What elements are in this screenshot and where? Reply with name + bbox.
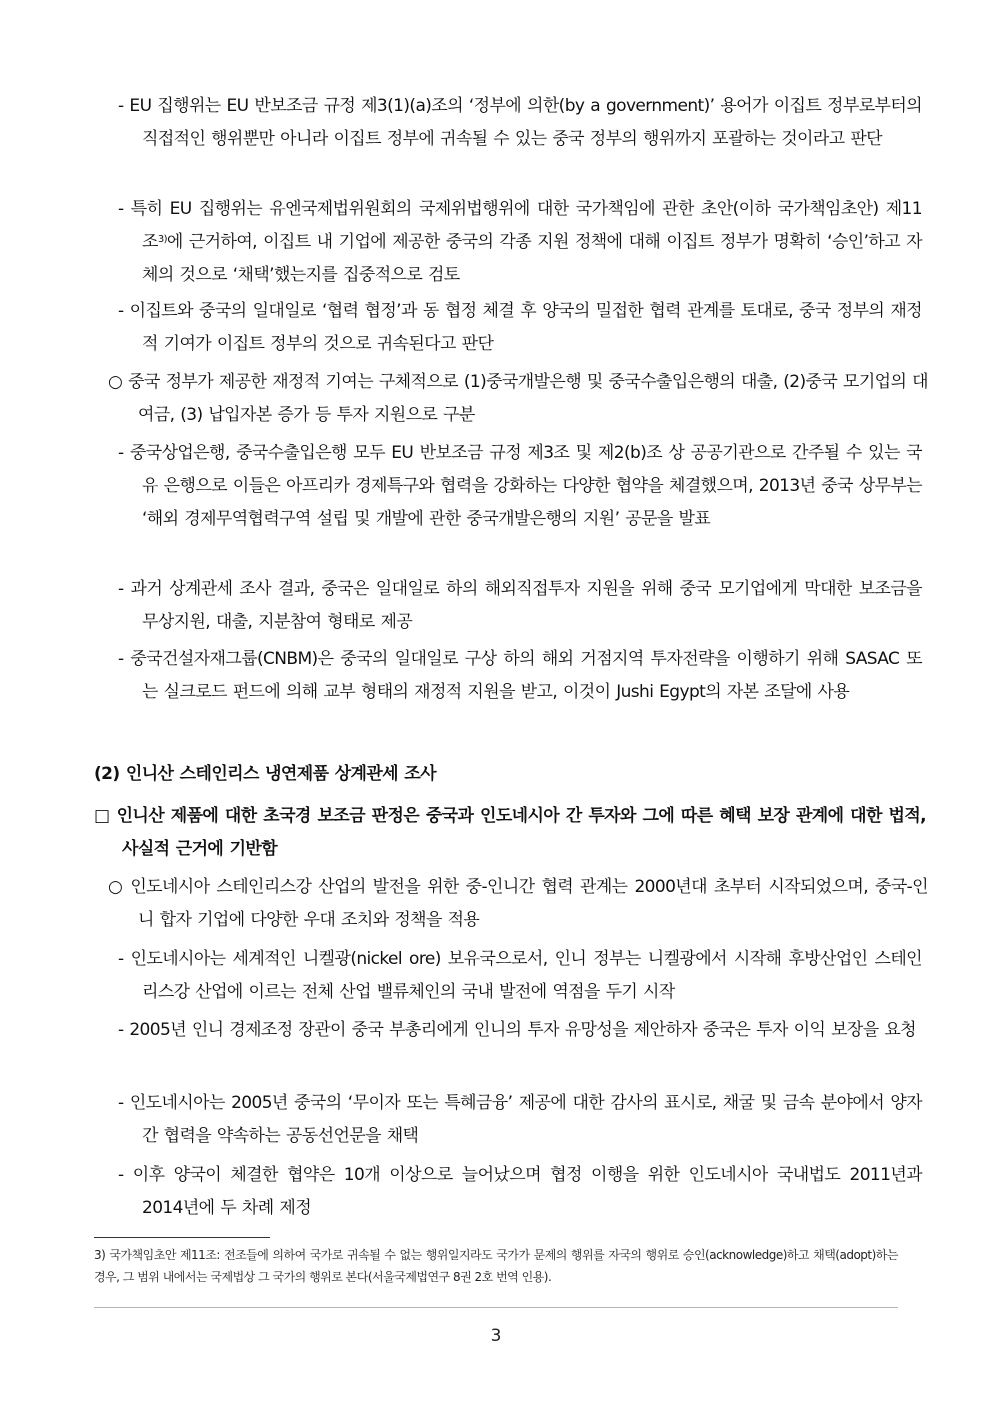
bullet-dash-9: - 인도네시아는 2005년 중국의 ‘무이자 또는 특혜금융’ 제공에 대한 감사의 표시로, 채굴 및 금속 분야에서 양자 간 협력을 약속하는 공동선언문을 채택 (118, 1093, 922, 1146)
bullet-dash-6: - 중국건설자재그룹(CNBM)은 중국의 일대일로 구상 하의 해외 거점지역 투자전략을 이행하기 위해 SASAC 또는 실크로드 펀드에 의해 교부 형태의 재정적 지원을 받고, 이것이 Jushi Egypt의 자본 조달에 사용 (118, 649, 922, 702)
bullet-dash-8: - 2005년 인니 경제조정 장관이 중국 부총리에게 인니의 투자 유망성을 제안하자 중국은 투자 이익 보장을 요청 (118, 1020, 916, 1040)
bullet-dash-4: - 중국상업은행, 중국수출입은행 모두 EU 반보조금 규정 제3조 및 제2(b)조 상 공공기관으로 간주될 수 있는 국유 은행으로 이들은 아프리카 경제특구와 협력을 강화하는 다양한 협약을 체결했으며, 2013년 중국 상무부는 ‘해외 경제무역협력구역 설립 및 개발에 관한 중국개발은행의 지원’ 공문을 발표 (118, 443, 922, 529)
section-heading: (2) 인니산 스테인리스 냉연제품 상계관세 조사 (94, 764, 436, 784)
page-bottom-divider (94, 1307, 898, 1308)
footnote-reference: 3) (157, 234, 167, 245)
bullet-dash-7: - 인도네시아는 세계적인 니켈광(nickel ore) 보유국으로서, 인니 정부는 니켈광에서 시작해 후방산업인 스테인리스강 산업에 이르는 전체 산업 밸류체인의 국내 발전에 역점을 두기 시작 (118, 949, 922, 1002)
footnote: 3) 국가책임초안 제11조: 전조들에 의하여 국가로 귀속될 수 없는 행위일지라도 국가가 문제의 행위를 자국의 행위로 승인(acknowledge)하고 채택(adopt)하는 경우, 그 범위 내에서는 국제법상 그 국가의 행위로 본다(서울국제법연구 8권 2호 번역 인용). (94, 1248, 898, 1284)
bullet-dash-2 (118, 193, 922, 292)
bullet-dash-2-text-b: 에 근거하여, 이집트 내 기업에 제공한 중국의 각종 지원 정책에 대해 이집트 정부가 명확히 ‘승인’하고 자체의 것으로 ‘채택’했는지를 집중적으로 검토 (142, 232, 922, 285)
bullet-dash-2-text-a: - 특히 EU 집행위는 유엔국제법위원회의 국제위법행위에 대한 국가책임에 관한 초안(이하 국가책임초안) 제11조 (118, 199, 922, 252)
page-number: 3 (490, 1326, 502, 1346)
bullet-dash-3: - 이집트와 중국의 일대일로 ‘협력 협정’과 동 협정 체결 후 양국의 밀접한 협력 관계를 토대로, 중국 정부의 재정적 기여가 이집트 정부의 것으로 귀속된다고 판단 (118, 301, 922, 354)
bullet-dash-1: - EU 집행위는 EU 반보조금 규정 제3(1)(a)조의 ‘정부에 의한(by a government)’ 용어가 이집트 정부로부터의 직접적인 행위뿐만 아니라 이집트 정부에 귀속될 수 있는 중국 정부의 행위까지 포괄하는 것이라고 판단 (118, 96, 922, 149)
bullet-circle-1: ○ 중국 정부가 제공한 재정적 기여는 구체적으로 (1)중국개발은행 및 중국수출입은행의 대출, (2)중국 모기업의 대여금, (3) 납입자본 증가 등 투자 지원으로 구분 (108, 372, 928, 425)
bullet-dash-10: - 이후 양국이 체결한 협약은 10개 이상으로 늘어났으며 협정 이행을 위한 인도네시아 국내법도 2011년과 2014년에 두 차례 제정 (118, 1165, 922, 1218)
footnote-divider (94, 1237, 270, 1238)
bullet-circle-2: ○ 인도네시아 스테인리스강 산업의 발전을 위한 중-인니간 협력 관계는 2000년대 초부터 시작되었으며, 중국-인니 합자 기업에 다양한 우대 조치와 정책을 적용 (108, 877, 928, 930)
bullet-square-1: □ 인니산 제품에 대한 초국경 보조금 판정은 중국과 인도네시아 간 투자와 그에 따른 혜택 보장 관계에 대한 법적, 사실적 근거에 기반함 (94, 806, 926, 859)
bullet-dash-5: - 과거 상계관세 조사 결과, 중국은 일대일로 하의 해외직접투자 지원을 위해 중국 모기업에게 막대한 보조금을 무상지원, 대출, 지분참여 형태로 제공 (118, 579, 922, 632)
